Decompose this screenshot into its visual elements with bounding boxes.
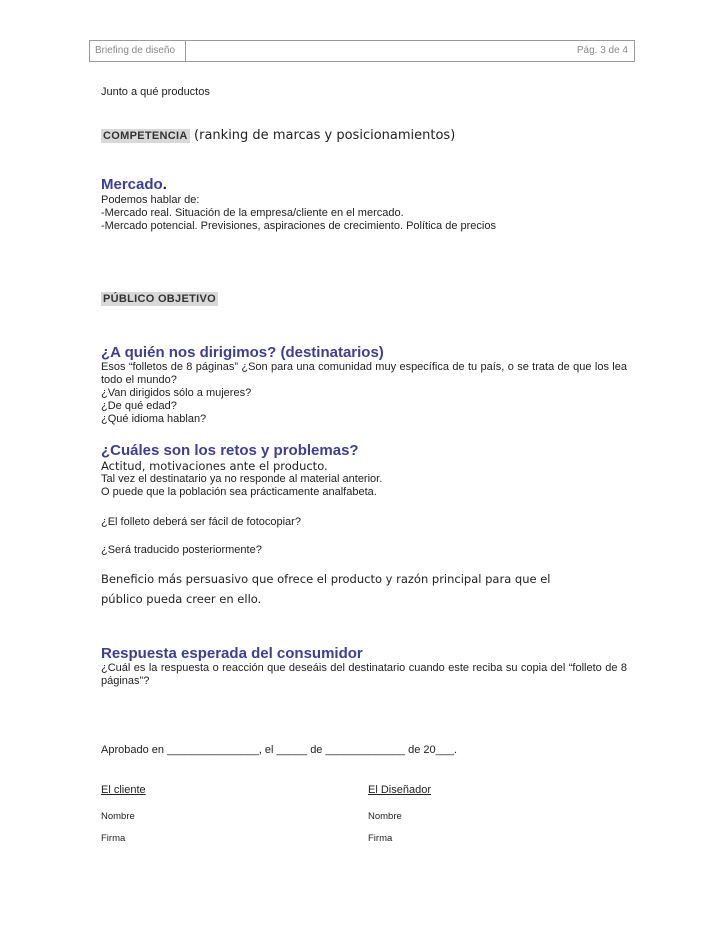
page-header [89, 40, 635, 62]
respuesta-paragraph: ¿Cuál es la respuesta o reacción que deseáis del destinatario cuando este reciba su copia del “folleto de 8 páginas”? [101, 662, 627, 687]
cliente-firma: Firma [101, 833, 126, 844]
respuesta-title: Respuesta esperada del consumidor [101, 645, 363, 662]
mercado-section [101, 176, 496, 233]
publico-row [101, 289, 218, 307]
beneficio-line: público pueda creer en ello. [101, 592, 262, 606]
retos-title: ¿Cuáles son los retos y problemas? [101, 442, 359, 459]
retos-line: O puede que la población sea prácticamente analfabeta. [101, 486, 377, 498]
retos-hand-line: Actitud, motivaciones ante el producto. [101, 459, 328, 473]
destinatarios-line: ¿Van dirigidos sólo a mujeres? [101, 387, 252, 399]
productos-line: Junto a qué productos [101, 86, 210, 98]
destinatarios-line: ¿De qué edad? [101, 400, 177, 412]
header-divider [185, 41, 186, 61]
competencia-row [101, 126, 455, 144]
destinatarios-paragraph: Esos “folletos de 8 páginas” ¿Son para una comunidad muy específica de tu país, o se trata de que los lea todo el mundo? [101, 361, 627, 386]
retos-question-traducido: ¿Será traducido posteriormente? [101, 544, 262, 556]
destinatarios-line: ¿Qué idioma hablan? [101, 413, 207, 425]
header-title: Briefing de diseño [95, 45, 176, 56]
disenador-firma: Firma [368, 833, 393, 844]
mercado-title: Mercado [101, 176, 163, 193]
publico-label: PÚBLICO OBJETIVO [103, 293, 216, 305]
destinatarios-section [101, 344, 627, 426]
mercado-heading [101, 176, 496, 194]
mercado-line: -Mercado potencial. Previsiones, aspiraciones de crecimiento. Política de precios [101, 220, 496, 232]
destinatarios-title: ¿A quién nos dirigimos? (destinatarios) [101, 344, 384, 361]
retos-question-fotocopiar: ¿El folleto deberá ser fácil de fotocopiar? [101, 516, 301, 528]
page-number: Pág. 3 de 4 [576, 45, 628, 56]
competencia-label: COMPETENCIA [103, 130, 188, 142]
mercado-line: Podemos hablar de: [101, 194, 200, 206]
cliente-title: El cliente [101, 784, 146, 796]
retos-line: Tal vez el destinatario ya no responde al material anterior. [101, 473, 383, 485]
disenador-nombre: Nombre [368, 811, 402, 822]
aprobado-line: Aprobado en _______________, el _____ de _____________ de 20___. [101, 744, 458, 756]
beneficio-line: Beneficio más persuasivo que ofrece el producto y razón principal para que el [101, 572, 551, 586]
respuesta-section [101, 645, 627, 688]
competencia-subtitle: (ranking de marcas y posicionamientos) [194, 128, 456, 143]
mercado-line: -Mercado real. Situación de la empresa/cliente en el mercado. [101, 207, 404, 219]
retos-section [101, 442, 382, 499]
disenador-title: El Diseñador [368, 784, 431, 796]
mercado-title-dot: . [162, 176, 167, 193]
cliente-nombre: Nombre [101, 811, 135, 822]
